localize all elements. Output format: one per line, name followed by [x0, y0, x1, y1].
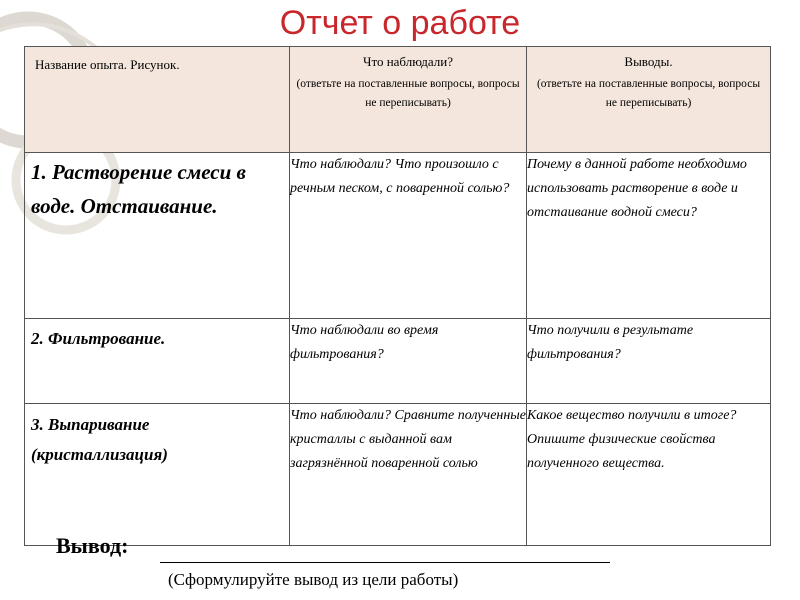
conclusion-hint: (Сформулируйте вывод из цели работы)	[168, 570, 459, 589]
table-row	[25, 404, 771, 546]
experiment-cell: 3. Выпаривание (кристаллизация)	[25, 404, 290, 546]
header-conclusions-note: (ответьте на поставленные вопросы, вопросы не переписывать)	[536, 78, 761, 109]
conclusion-answer-line	[160, 562, 610, 563]
observed-cell: Что наблюдали во время фильтрования?	[290, 319, 527, 404]
conclusions-cell: Какое вещество получили в итоге? Опишите физические свойства полученного вещества.	[527, 404, 771, 546]
header-observed	[290, 47, 527, 153]
conclusions-cell: Почему в данной работе необходимо использовать растворение в воде и отстаивание водной смеси?	[527, 153, 771, 319]
experiment-cell: 1. Растворение смеси в воде. Отстаивание.	[25, 153, 290, 319]
conclusions-cell: Что получили в результате фильтрования?	[527, 319, 771, 404]
header-experiment: Название опыта. Рисунок.	[25, 47, 290, 153]
observed-cell: Что наблюдали? Что произошло с речным песком, с поваренной солью?	[290, 153, 527, 319]
conclusion-label: Вывод:	[56, 533, 129, 558]
page-title: Отчет о работе	[279, 4, 521, 42]
table-row	[25, 153, 771, 319]
observed-cell: Что наблюдали? Сравните полученные кристаллы с выданной вам загрязнённой поваренной солью	[290, 404, 527, 546]
header-conclusions-title: Выводы.	[624, 54, 673, 69]
report-table	[24, 46, 771, 546]
table-row	[25, 319, 771, 404]
table-header-row	[25, 47, 771, 153]
header-observed-title: Что наблюдали?	[363, 54, 453, 69]
header-observed-note: (ответьте на поставленные вопросы, вопросы не переписывать)	[296, 78, 520, 109]
experiment-cell: 2. Фильтрование.	[25, 319, 290, 404]
header-conclusions	[527, 47, 771, 153]
